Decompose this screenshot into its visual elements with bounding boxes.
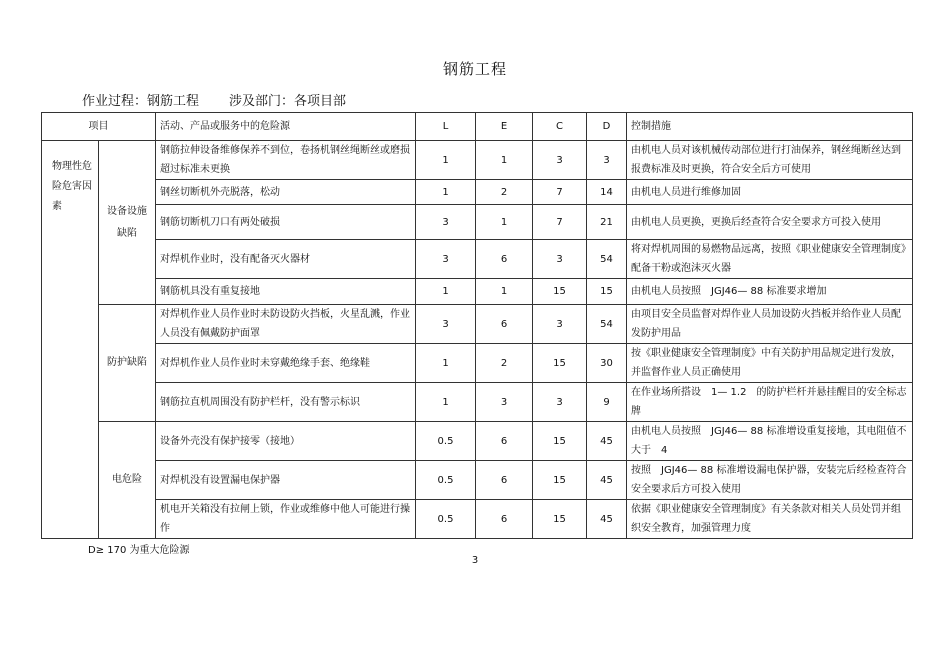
control-cell: 由项目安全员监督对焊作业人员加设防火挡板并给作业人员配发防护用品: [627, 305, 913, 344]
document-meta: [82, 90, 346, 109]
l-cell: 1: [416, 279, 476, 305]
l-cell: 3: [416, 305, 476, 344]
c-cell: 7: [533, 205, 587, 240]
c-cell: 3: [533, 305, 587, 344]
hazard-cell: 对焊机没有设置漏电保护器: [156, 461, 416, 500]
header-l: L: [416, 113, 476, 141]
d-cell: 54: [587, 305, 627, 344]
hazard-cell: 钢筋拉直机周围没有防护栏杆，没有警示标识: [156, 383, 416, 422]
header-hazard: 活动、产品或服务中的危险源: [156, 113, 416, 141]
control-cell: 由机电人员对该机械传动部位进行打油保养，钢丝绳断丝达到报费标准及时更换，符合安全后方可使用: [627, 141, 913, 180]
e-cell: 6: [476, 500, 533, 539]
c-cell: 15: [533, 461, 587, 500]
control-cell: 按《职业健康安全管理制度》中有关防护用品规定进行发放，并监督作业人员正确使用: [627, 344, 913, 383]
group-equipment-defect: 设备设施缺陷: [99, 141, 156, 305]
table-row: [42, 461, 913, 500]
hazard-cell: 机电开关箱没有拉闸上锁，作业或维修中他人可能进行操作: [156, 500, 416, 539]
table-row: [42, 279, 913, 305]
hazard-cell: 钢筋机具没有重复接地: [156, 279, 416, 305]
d-cell: 30: [587, 344, 627, 383]
d-cell: 9: [587, 383, 627, 422]
c-cell: 15: [533, 500, 587, 539]
c-cell: 3: [533, 383, 587, 422]
l-cell: 0.5: [416, 500, 476, 539]
group-protection-defect: 防护缺陷: [99, 305, 156, 422]
e-cell: 6: [476, 240, 533, 279]
page-title: 钢筋工程: [442, 60, 507, 78]
table-row: [42, 240, 913, 279]
table-row: [42, 305, 913, 344]
c-cell: 7: [533, 180, 587, 205]
d-cell: 45: [587, 461, 627, 500]
l-cell: 1: [416, 344, 476, 383]
table-row: [42, 141, 913, 180]
control-cell: 由机电人员进行维修加固: [627, 180, 913, 205]
header-item: 项目: [42, 113, 156, 141]
d-cell: 14: [587, 180, 627, 205]
control-cell: 在作业场所搭设 1— 1.2 的防护栏杆并悬挂醒目的安全标志牌: [627, 383, 913, 422]
hazard-cell: 钢筋拉伸设备维修保养不到位，卷扬机钢丝绳断丝或磨损超过标准未更换: [156, 141, 416, 180]
control-cell: 由机电人员更换，更换后经查符合安全要求方可投入使用: [627, 205, 913, 240]
l-cell: 3: [416, 240, 476, 279]
e-cell: 6: [476, 305, 533, 344]
footnote: D≥ 170 为重大危险源: [88, 545, 190, 556]
control-cell: 由机电人员按照 JGJ46— 88 标准增设重复接地，其电阻值不大于 4: [627, 422, 913, 461]
l-cell: 0.5: [416, 461, 476, 500]
l-cell: 1: [416, 141, 476, 180]
table-row: [42, 205, 913, 240]
e-cell: 1: [476, 141, 533, 180]
d-cell: 45: [587, 500, 627, 539]
table-row: [42, 422, 913, 461]
hazard-cell: 钢丝切断机外壳脱落，松动: [156, 180, 416, 205]
e-cell: 2: [476, 344, 533, 383]
e-cell: 2: [476, 180, 533, 205]
table-row: [42, 344, 913, 383]
hazard-cell: 钢筋切断机刀口有两处破损: [156, 205, 416, 240]
c-cell: 3: [533, 240, 587, 279]
c-cell: 15: [533, 279, 587, 305]
header-d: D: [587, 113, 627, 141]
l-cell: 1: [416, 383, 476, 422]
e-cell: 6: [476, 422, 533, 461]
hazard-cell: 设备外壳没有保护接零（接地）: [156, 422, 416, 461]
c-cell: 15: [533, 422, 587, 461]
table-row: [42, 180, 913, 205]
e-cell: 6: [476, 461, 533, 500]
d-cell: 21: [587, 205, 627, 240]
header-control: 控制措施: [627, 113, 913, 141]
e-cell: 3: [476, 383, 533, 422]
header-e: E: [476, 113, 533, 141]
control-cell: 按照 JGJ46— 88 标准增设漏电保护器，安装完后经检查符合安全要求后方可投入使用: [627, 461, 913, 500]
header-c: C: [533, 113, 587, 141]
d-cell: 45: [587, 422, 627, 461]
table-row: [42, 500, 913, 539]
process-label: 作业过程：钢筋工程: [82, 94, 200, 109]
group-electrical-hazard: 电危险: [99, 422, 156, 539]
control-cell: 依据《职业健康安全管理制度》有关条款对相关人员处罚并组织安全教育，加强管理力度: [627, 500, 913, 539]
hazard-cell: 对焊机作业时，没有配备灭火器材: [156, 240, 416, 279]
l-cell: 3: [416, 205, 476, 240]
e-cell: 1: [476, 205, 533, 240]
d-cell: 54: [587, 240, 627, 279]
c-cell: 15: [533, 344, 587, 383]
c-cell: 3: [533, 141, 587, 180]
page-number: 3: [471, 555, 479, 566]
d-cell: 15: [587, 279, 627, 305]
table-row: [42, 383, 913, 422]
l-cell: 1: [416, 180, 476, 205]
e-cell: 1: [476, 279, 533, 305]
hazard-cell: 对焊机作业人员作业时未防设防火挡板，火星乱溅，作业人员没有佩戴防护面罩: [156, 305, 416, 344]
hazard-table: [41, 112, 913, 539]
d-cell: 3: [587, 141, 627, 180]
l-cell: 0.5: [416, 422, 476, 461]
table-header-row: [42, 113, 913, 141]
department-label: 涉及部门：各项目部: [229, 94, 347, 109]
control-cell: 将对焊机周围的易燃物品远离，按照《职业健康安全管理制度》配备干粉或泡沫灭火器: [627, 240, 913, 279]
category-cell: 物理性危险危害因素: [42, 141, 99, 539]
hazard-cell: 对焊机作业人员作业时未穿戴绝缘手套、绝缘鞋: [156, 344, 416, 383]
control-cell: 由机电人员按照 JGJ46— 88 标准要求增加: [627, 279, 913, 305]
